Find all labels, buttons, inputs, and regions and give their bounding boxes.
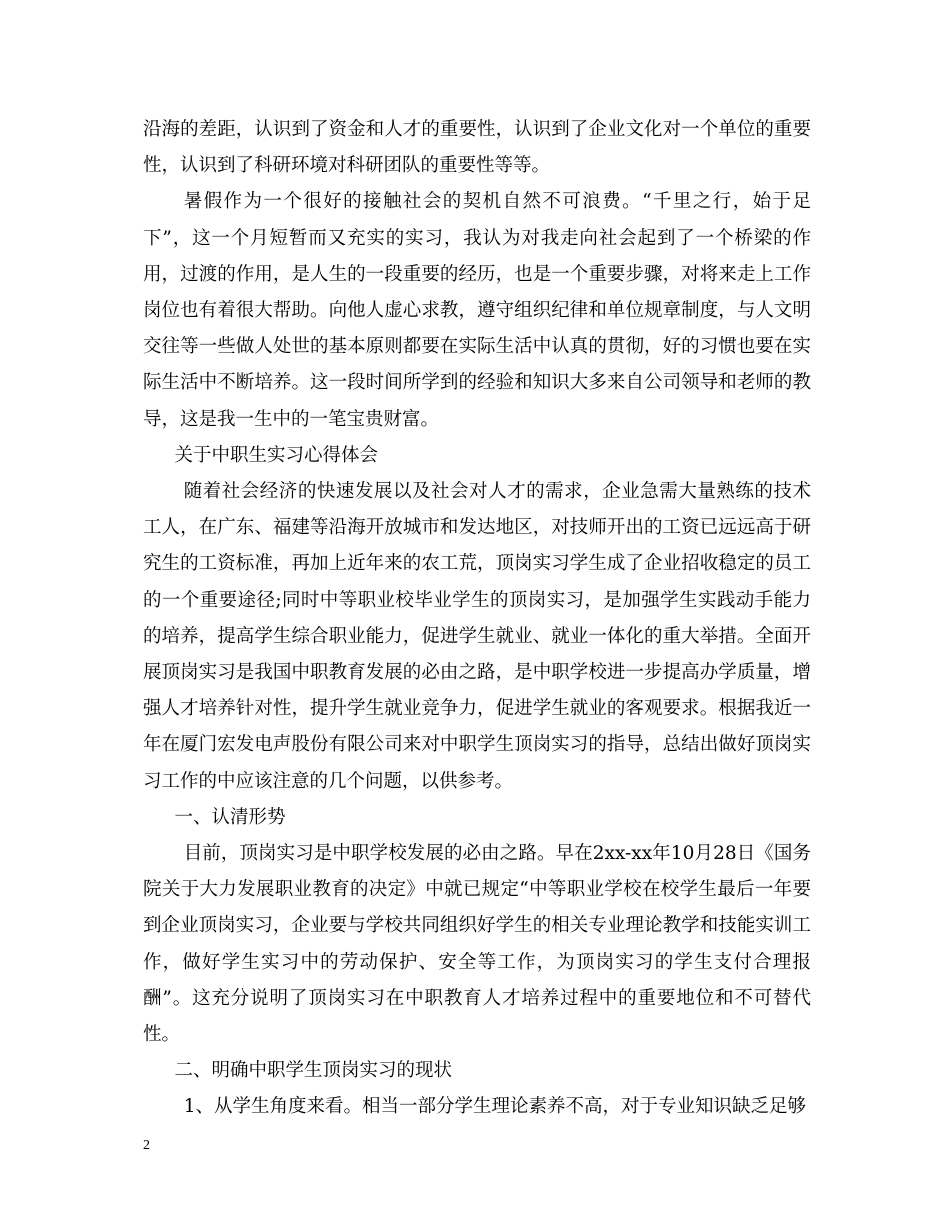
document-body [143, 112, 811, 1126]
paragraph-intro: 随着社会经济的快速发展以及社会对人才的需求，企业急需大量熟练的技术工人，在广东、福建等沿海开放城市和发达地区，对技师开出的工资已远远高于研究生的工资标准，再加上近年来的农工荒，顶岗实习学生成了企业招收稳定的员工的一个重要途径;同时中等职业校毕业学生的顶岗实习，是加强学生实践动手能力的培养，提高学生综合职业能力，促进学生就业、就业一体化的重大举措。全面开展顶岗实习是我国中职教育发展的必由之路，是中职学校进一步提高办学质量，增强人才培养针对性，提升学生就业竞争力，促进学生就业的客观要求。根据我近一年在厦门宏发电声股份有限公司来对中职学生顶岗实习的指导，总结出做好顶岗实习工作的中应该注意的几个问题，以供参考。 [143, 481, 811, 792]
paragraph-student-view: 1、从学生角度来看。相当一部分学生理论素养不高，对于专业知识缺乏足够 [183, 1096, 806, 1118]
section-heading-1: 一、认清形势 [174, 806, 286, 828]
article-title: 关于中职生实习心得体会 [174, 444, 378, 466]
paragraph-situation: 目前，顶岗实习是中职学校发展的必由之路。早在2xx-xx年10月28日《国务院关于大力发展职业教育的决定》中就已规定“中等职业学校在校学生最后一年要到企业顶岗实习，企业要与学校共同组织好学生的相关专业理论教学和技能实训工作，做好学生实习中的劳动保护、安全等工作，为顶岗实习的学生支付合理报酬”。这充分说明了顶岗实习在中职教育人才培养过程中的重要地位和不可替代性。 [143, 843, 811, 1046]
paragraph-continuation: 沿海的差距，认识到了资金和人才的重要性，认识到了企业文化对一个单位的重要性，认识到了科研环境对科研团队的重要性等等。 [143, 119, 811, 177]
section-heading-2: 二、明确中职学生顶岗实习的现状 [174, 1060, 452, 1082]
paragraph-summer-practice: 暑假作为一个很好的接触社会的契机自然不可浪费。“千里之行，始于足下”，这一个月短暂而又充实的实习，我认为对我走向社会起到了一个桥梁的作用，过渡的作用，是人生的一段重要的经历，也是一个重要步骤，对将来走上工作岗位也有着很大帮助。向他人虚心求教，遵守组织纪律和单位规章制度，与人文明交往等一些做人处世的基本原则都要在实际生活中认真的贯彻，好的习惯也要在实际生活中不断培养。这一段时间所学到的经验和知识大多来自公司领导和老师的教导，这是我一生中的一笔宝贵财富。 [143, 191, 811, 430]
page-number: 2 [143, 1138, 150, 1153]
